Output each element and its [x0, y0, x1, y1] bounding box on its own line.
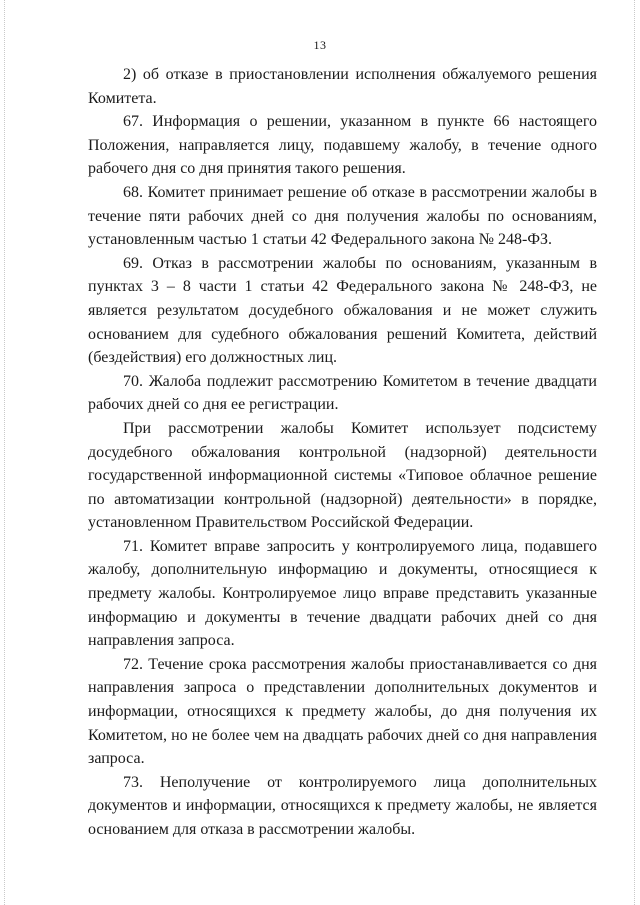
paragraph-70: 70. Жалоба подлежит рассмотрению Комитетом в течение двадцати рабочих дней со дня ее регистрации.	[88, 372, 597, 414]
paragraph-67: 67. Информация о решении, указанном в пункте 66 настоящего Положения, направляется лицу, подавшему жалобу, в течение одного рабочего дня со дня принятия такого решения.	[88, 113, 597, 178]
scan-edge-right	[634, 0, 636, 905]
paragraph-72: 72. Течение срока рассмотрения жалобы приостанавливается со дня направления запроса о представлении дополнительных документов и информации, относящихся к предмету жалобы, до дня получения их Комитетом, но не более чем на двадцать рабочих дней со дня направления запроса.	[88, 655, 597, 768]
page-number: 13	[313, 38, 327, 52]
paragraph-71: 71. Комитет вправе запросить у контролируемого лица, подавшего жалобу, дополнительную информацию и документы, относящиеся к предмету жалобы. Контролируемое лицо вправе представить указанные информацию и документы в течение двадцати рабочих дней со дня направления запроса.	[88, 537, 597, 650]
paragraph-69: 69. Отказ в рассмотрении жалобы по основаниям, указанным в пунктах 3 – 8 части 1 статьи 42 Федерального закона № 248-ФЗ, не является результатом досудебного обжалования и не может служить основанием для судебного обжалования решений Комитета, действий (бездействия) его должностных лиц.	[88, 254, 597, 367]
scan-edge-left	[4, 0, 6, 905]
paragraph-70-subsystem: При рассмотрении жалобы Комитет использует подсистему досудебного обжалования контрольной (надзорной) деятельности государственной информационной системы «Типовое облачное решение по автоматизации контрольной (надзорной) деятельности» в порядке, установленном Правительством Российской Федерации.	[88, 419, 597, 532]
paragraph-73: 73. Неполучение от контролируемого лица дополнительных документов и информации, относящихся к предмету жалобы, не является основанием для отказа в рассмотрении жалобы.	[88, 773, 597, 838]
paragraph-refusal-suspension: 2) об отказе в приостановлении исполнения обжалуемого решения Комитета.	[88, 66, 597, 107]
document-body	[88, 63, 597, 842]
paragraph-68: 68. Комитет принимает решение об отказе в рассмотрении жалобы в течение пяти рабочих дней со дня получения жалобы по основаниям, установленным частью 1 статьи 42 Федерального закона № 248-ФЗ.	[88, 183, 597, 249]
